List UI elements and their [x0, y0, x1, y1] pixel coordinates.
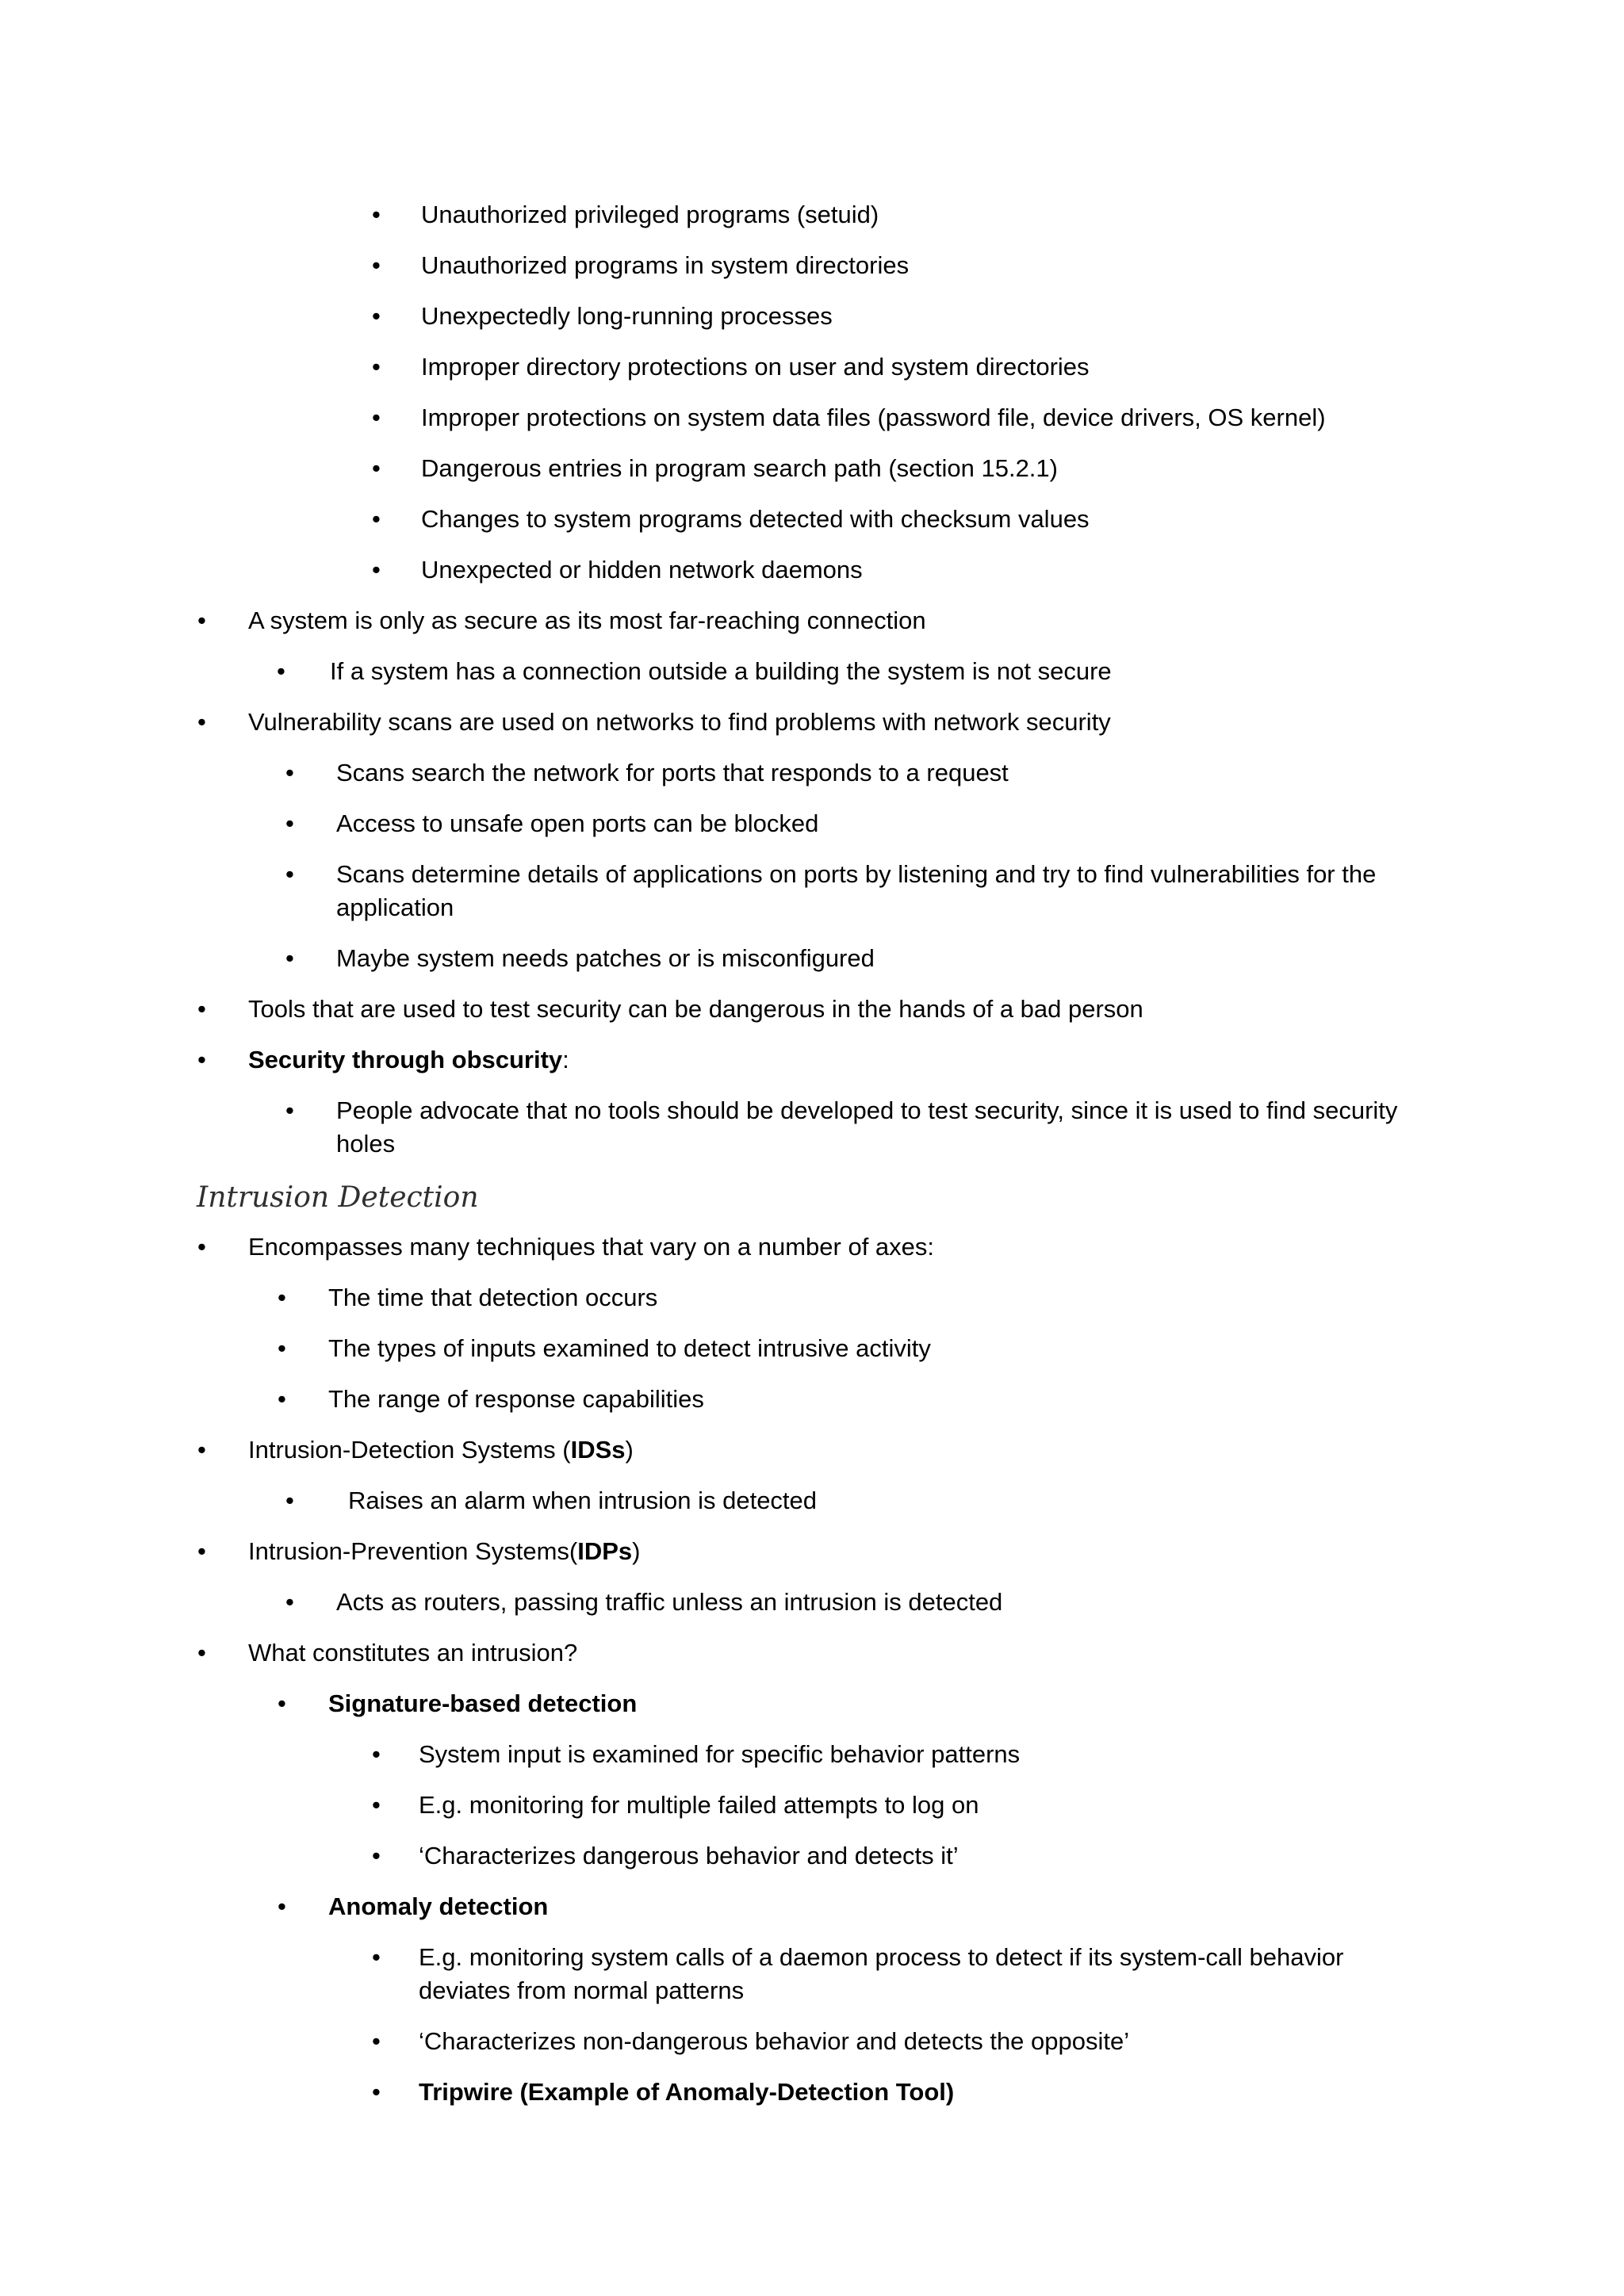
list-item	[278, 1383, 704, 1416]
bullet: •	[372, 201, 381, 228]
list-item	[197, 1636, 578, 1670]
bullet: •	[278, 1334, 286, 1362]
list-item	[285, 1094, 1446, 1161]
list-item	[197, 706, 1111, 739]
list-item-text: Access to unsafe open ports can be blocked	[336, 809, 819, 837]
bullet: •	[197, 1233, 206, 1261]
list-item	[372, 350, 1090, 384]
bullet: •	[197, 1537, 206, 1565]
bullet: •	[278, 1284, 286, 1311]
bullet: •	[285, 944, 294, 972]
list-item	[197, 1433, 634, 1467]
list-item	[285, 807, 819, 840]
list-item-text: Scans search the network for ports that responds to a request	[336, 759, 1009, 786]
term-bold: Security through obscurity	[248, 1046, 563, 1073]
term-bold: Tripwire (Example of Anomaly-Detection Tool)	[419, 2078, 955, 2106]
list-item-text: ‘Characterizes dangerous behavior and detects it’	[419, 1842, 959, 1869]
list-item	[285, 1484, 818, 1517]
list-item	[372, 300, 833, 333]
list-item	[278, 1890, 549, 1923]
bullet: •	[285, 1096, 294, 1124]
list-item-text: Scans determine details of applications on ports by listening and try to find vulnerabilities for the application	[336, 860, 1377, 921]
bullet: •	[285, 759, 294, 786]
list-item-text: Changes to system programs detected with checksum values	[421, 505, 1090, 533]
list-item-text: Unexpected or hidden network daemons	[421, 556, 863, 584]
list-item	[277, 655, 1112, 688]
list-item-text: Dangerous entries in program search path (section 15.2.1)	[421, 454, 1058, 482]
list-item	[372, 198, 879, 232]
list-item-text: The types of inputs examined to detect intrusive activity	[328, 1334, 931, 1362]
bullet: •	[197, 1046, 206, 1073]
list-item-text: :	[562, 1046, 569, 1073]
bullet: •	[372, 251, 381, 279]
list-item-text: E.g. monitoring system calls of a daemon process to detect if its system-call behavior deviates from normal patterns	[419, 1943, 1344, 2004]
bullet: •	[285, 1588, 294, 1616]
list-item	[197, 993, 1143, 1026]
list-item-text: People advocate that no tools should be developed to test security, since it is used to find security holes	[336, 1096, 1398, 1158]
bullet: •	[372, 454, 381, 482]
list-item-text: A system is only as secure as its most far-reaching connection	[248, 607, 926, 634]
list-item	[278, 1281, 658, 1314]
list-item-text: The time that detection occurs	[328, 1284, 658, 1311]
bullet: •	[285, 1487, 294, 1514]
list-item	[372, 401, 1326, 434]
term-bold: IDPs	[577, 1537, 633, 1565]
list-item-text: Improper protections on system data files (password file, device drivers, OS kernel)	[421, 404, 1326, 431]
term-bold: Signature-based detection	[328, 1689, 638, 1717]
bullet: •	[278, 1892, 286, 1920]
section-heading: Intrusion Detection	[197, 1181, 479, 1214]
list-item-text: The range of response capabilities	[328, 1385, 704, 1413]
list-item	[285, 1586, 1003, 1619]
list-item-text: Acts as routers, passing traffic unless an intrusion is detected	[336, 1588, 1003, 1616]
list-item	[372, 1789, 979, 1822]
bullet: •	[197, 607, 206, 634]
list-item-text: If a system has a connection outside a building the system is not secure	[330, 657, 1112, 685]
list-item-text: Unauthorized privileged programs (setuid)	[421, 201, 879, 228]
bullet: •	[372, 1842, 381, 1869]
list-item-text: Tools that are used to test security can be dangerous in the hands of a bad person	[248, 995, 1143, 1023]
bullet: •	[278, 1385, 286, 1413]
bullet: •	[372, 505, 381, 533]
list-item	[372, 503, 1090, 536]
list-item-text: )	[625, 1436, 634, 1464]
bullet: •	[197, 995, 206, 1023]
list-item	[285, 858, 1446, 924]
bullet: •	[285, 809, 294, 837]
bullet: •	[372, 404, 381, 431]
list-item	[372, 1738, 1021, 1771]
list-item	[372, 249, 910, 282]
list-item	[197, 1230, 935, 1264]
list-item-text: Unauthorized programs in system directories	[421, 251, 910, 279]
list-item-text: E.g. monitoring for multiple failed attempts to log on	[419, 1791, 979, 1819]
list-item	[372, 1941, 1418, 2007]
bullet: •	[285, 860, 294, 888]
bullet: •	[197, 708, 206, 736]
bullet: •	[197, 1639, 206, 1667]
bullet: •	[277, 657, 285, 685]
list-item-text: Maybe system needs patches or is misconfigured	[336, 944, 875, 972]
list-item-text: ‘Characterizes non-dangerous behavior and detects the opposite’	[419, 2027, 1130, 2055]
list-item-text: Raises an alarm when intrusion is detected	[348, 1487, 818, 1514]
list-item-text: Improper directory protections on user and system directories	[421, 353, 1090, 381]
list-item	[278, 1332, 931, 1365]
list-item	[278, 1687, 638, 1720]
list-item	[197, 1043, 569, 1077]
list-item-text: Intrusion-Detection Systems (	[248, 1436, 571, 1464]
list-item-text: What constitutes an intrusion?	[248, 1639, 578, 1667]
list-item	[285, 756, 1009, 790]
bullet: •	[197, 1436, 206, 1464]
list-item-text: System input is examined for specific behavior patterns	[419, 1740, 1021, 1768]
list-item	[372, 1839, 959, 1873]
bullet: •	[372, 556, 381, 584]
list-item-text: Unexpectedly long-running processes	[421, 302, 833, 330]
bullet: •	[372, 302, 381, 330]
list-item-text: Intrusion-Prevention Systems(	[248, 1537, 578, 1565]
bullet: •	[372, 353, 381, 381]
bullet: •	[372, 1740, 381, 1768]
list-item-text: Encompasses many techniques that vary on a number of axes:	[248, 1233, 935, 1261]
list-item	[197, 604, 926, 637]
list-item	[197, 1535, 641, 1568]
bullet: •	[372, 2027, 381, 2055]
bullet: •	[372, 1943, 381, 1971]
list-item-text: Vulnerability scans are used on networks to find problems with network security	[248, 708, 1111, 736]
list-item	[372, 2076, 955, 2109]
bullet: •	[372, 2078, 381, 2106]
term-bold: Anomaly detection	[328, 1892, 549, 1920]
list-item	[372, 452, 1058, 485]
list-item	[372, 553, 863, 587]
list-item-text: )	[632, 1537, 641, 1565]
list-item	[372, 2025, 1130, 2058]
list-item	[285, 942, 875, 975]
term-bold: IDSs	[570, 1436, 626, 1464]
bullet: •	[372, 1791, 381, 1819]
bullet: •	[278, 1689, 286, 1717]
